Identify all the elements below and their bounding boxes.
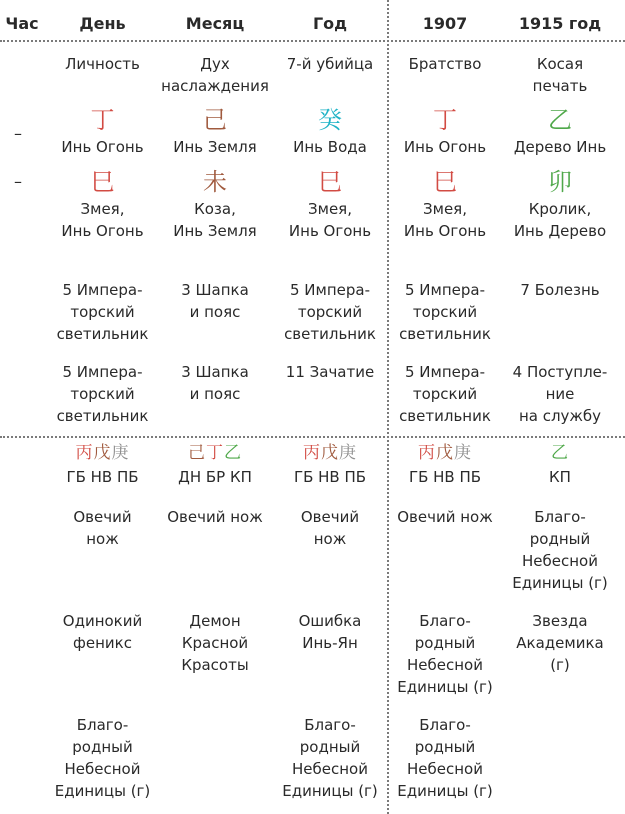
- stem-glyph-day: 丁: [90, 106, 115, 134]
- stem-glyph-1907: 丁: [433, 106, 457, 134]
- branch-glyph-year: 巳: [318, 168, 342, 196]
- symbolic2-1907: Благо- родный Небесной Единицы (г): [397, 612, 493, 696]
- stem-label-1915: Дерево Инь: [513, 138, 607, 156]
- branch-glyph-month: 未: [203, 168, 227, 196]
- stars1-year: 5 Импера- торский светильник: [284, 281, 376, 343]
- branch-label-month: Коза, Инь Земля: [173, 200, 257, 240]
- stem-label-day: Инь Огонь: [61, 138, 144, 156]
- header-day: День: [79, 14, 126, 33]
- hour-branch-dash: –: [14, 172, 22, 191]
- hidden-codes-year: ГБ НВ ПБ: [293, 468, 367, 486]
- hidden-stem-glyph: 庚: [454, 443, 472, 463]
- stem-label-month: Инь Земля: [173, 138, 257, 156]
- symbolic1-year: Овечий нож: [300, 508, 360, 548]
- hidden-codes-month: ДН БР КП: [178, 468, 252, 486]
- branch-glyph-1907: 巳: [433, 168, 457, 196]
- symbolic3-year: Благо- родный Небесной Единицы (г): [282, 716, 378, 800]
- stars1-1915: 7 Болезнь: [520, 281, 600, 299]
- hidden-stem-glyph: 戊: [93, 443, 112, 463]
- stars2-month: 3 Шапка и пояс: [181, 363, 249, 403]
- stem-glyph-year: 癸: [318, 106, 342, 134]
- hidden-stem-glyph: 丙: [75, 443, 94, 463]
- stars2-day: 5 Импера- торский светильник: [56, 363, 149, 425]
- stars2-1915: 4 Поступле- ние на службу: [512, 363, 608, 425]
- hidden-stem-glyph: 丁: [206, 443, 224, 463]
- stars2-1907: 5 Импера- торский светильник: [399, 363, 491, 425]
- stars1-month: 3 Шапка и пояс: [181, 281, 249, 321]
- header-year: Год: [312, 14, 348, 33]
- symbolic1-1907: Овечий нож: [397, 508, 493, 526]
- section-divider: [0, 436, 625, 438]
- branch-label-1907: Змея, Инь Огонь: [403, 200, 487, 240]
- symbolic1-1915: Благо- родный Небесной Единицы (г): [512, 508, 608, 592]
- personality-month: Дух наслаждения: [161, 55, 269, 95]
- hidden-stem-glyph: 戊: [321, 443, 339, 463]
- branch-label-day: Змея, Инь Огонь: [61, 200, 144, 240]
- hidden-stems-1907: [390, 442, 500, 464]
- branch-glyph-day: 巳: [90, 168, 115, 196]
- hidden-stem-glyph: 丙: [303, 443, 321, 463]
- symbolic1-day: Овечий нож: [73, 508, 132, 548]
- personality-year: 7-й убийца: [286, 55, 374, 73]
- hidden-stems-1915: [505, 442, 615, 464]
- symbolic1-month: Овечий нож: [167, 508, 263, 526]
- symbolic2-month: Демон Красной Красоты: [181, 612, 249, 674]
- symbolic2-day: Одинокий феникс: [62, 612, 143, 652]
- hidden-stem-glyph: 庚: [111, 443, 130, 463]
- personality-1907: Братство: [408, 55, 482, 73]
- branch-label-year: Змея, Инь Огонь: [288, 200, 372, 240]
- stem-label-year: Инь Вода: [293, 138, 367, 156]
- stem-glyph-month: 己: [203, 106, 227, 134]
- hidden-stems-year: [275, 442, 385, 464]
- symbolic3-1907: Благо- родный Небесной Единицы (г): [397, 716, 493, 800]
- header-1915: 1915 год: [518, 14, 602, 33]
- hidden-stem-glyph: 丙: [418, 443, 436, 463]
- stars1-1907: 5 Импера- торский светильник: [399, 281, 491, 343]
- hidden-codes-1907: ГБ НВ ПБ: [408, 468, 482, 486]
- branch-glyph-1915: 卯: [548, 168, 572, 196]
- hidden-stem-glyph: 戊: [436, 443, 454, 463]
- branch-label-1915: Кролик, Инь Дерево: [513, 200, 607, 240]
- header-hour: Час: [5, 14, 39, 33]
- hidden-codes-1915: КП: [549, 468, 571, 486]
- personality-1915: Косая печать: [532, 55, 588, 95]
- symbolic2-1915: Звезда Академика (г): [516, 612, 604, 674]
- personality-day: Личность: [65, 55, 140, 73]
- header-divider: [0, 40, 625, 42]
- symbolic2-year: Ошибка Инь-Ян: [298, 612, 362, 652]
- symbolic3-day: Благо- родный Небесной Единицы (г): [54, 716, 151, 800]
- hidden-stem-glyph: 乙: [224, 443, 242, 463]
- hidden-stem-glyph: 庚: [339, 443, 357, 463]
- stem-glyph-1915: 乙: [548, 106, 572, 134]
- header-1907: 1907: [422, 14, 468, 33]
- header-month: Месяц: [185, 14, 245, 33]
- stars2-year: 11 Зачатие: [285, 363, 375, 381]
- hour-stem-dash: –: [14, 124, 22, 143]
- hidden-codes-day: ГБ НВ ПБ: [66, 468, 139, 486]
- hidden-stem-glyph: 乙: [551, 443, 569, 463]
- hidden-stems-day: [50, 442, 155, 464]
- hidden-stem-glyph: 己: [188, 443, 206, 463]
- stars1-day: 5 Импера- торский светильник: [56, 281, 149, 343]
- hidden-stems-month: [160, 442, 270, 464]
- stem-label-1907: Инь Огонь: [403, 138, 487, 156]
- vertical-divider: [387, 0, 389, 814]
